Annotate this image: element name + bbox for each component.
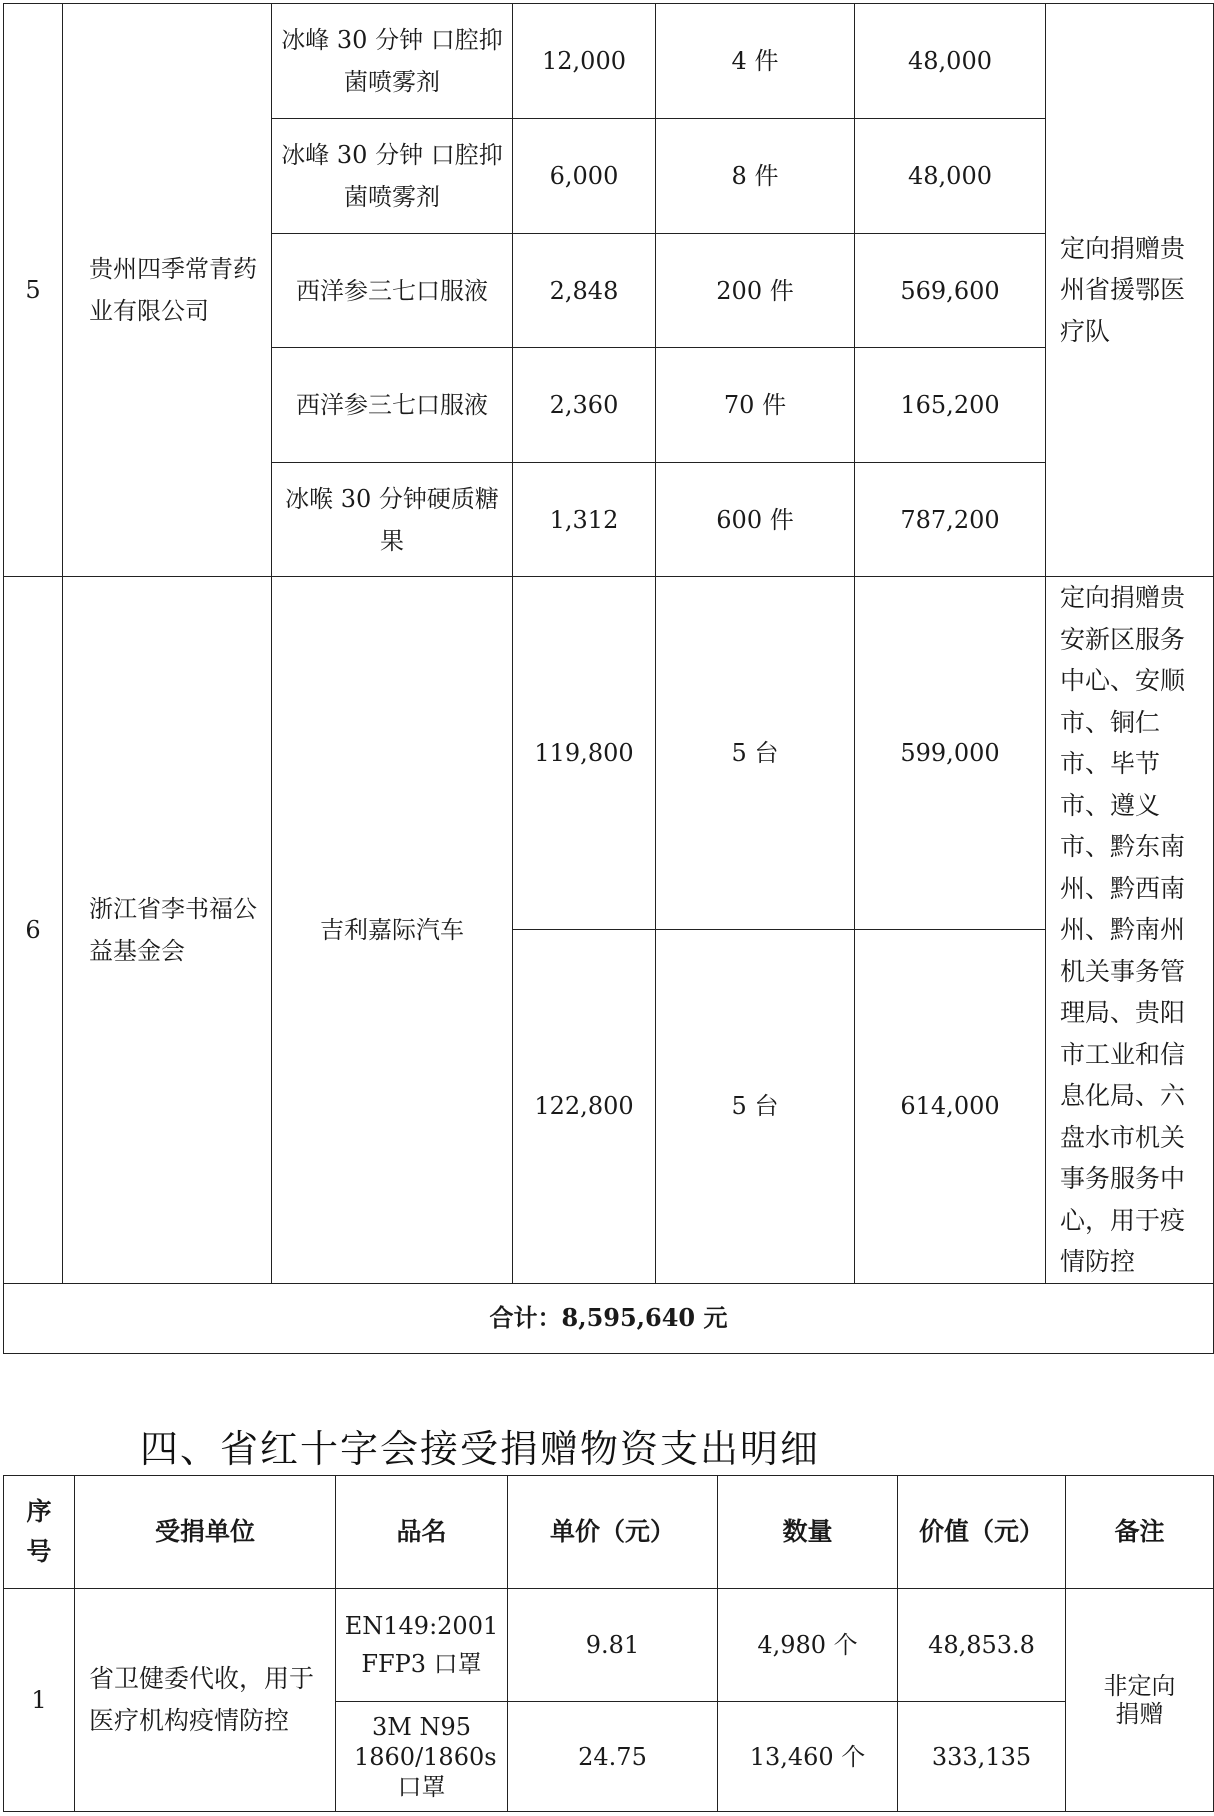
unit-price: 12,000 bbox=[513, 4, 656, 119]
item-name: 吉利嘉际汽车 bbox=[272, 577, 513, 1284]
quantity: 8 件 bbox=[656, 119, 855, 234]
quantity: 200 件 bbox=[656, 234, 855, 348]
remark: 非定向捐赠 bbox=[1066, 1589, 1214, 1812]
value: 165,200 bbox=[855, 348, 1046, 463]
unit-price: 1,312 bbox=[513, 463, 656, 577]
item-name: 冰喉 30 分钟硬质糖果 bbox=[272, 463, 513, 577]
table-header-row bbox=[4, 1476, 1214, 1589]
unit-price: 2,360 bbox=[513, 348, 656, 463]
value: 569,600 bbox=[855, 234, 1046, 348]
remark: 定向捐赠贵安新区服务中心、安顺市、铜仁市、毕节市、遵义市、黔东南州、黔西南州、黔南州机关事务管理局、贵阳市工业和信息化局、六盘水市机关事务服务中心，用于疫情防控 bbox=[1046, 577, 1214, 1284]
row-seq: 6 bbox=[4, 577, 63, 1284]
value: 48,000 bbox=[855, 119, 1046, 234]
donor-name: 浙江省李书福公益基金会 bbox=[63, 577, 272, 1284]
grand-total: 合计：8,595,640 元 bbox=[4, 1283, 1214, 1353]
quantity: 5 台 bbox=[656, 930, 855, 1283]
unit-price: 9.81 bbox=[508, 1589, 718, 1702]
header-recipient: 受捐单位 bbox=[75, 1476, 336, 1589]
unit-price: 119,800 bbox=[513, 577, 656, 930]
header-value: 价值（元） bbox=[898, 1476, 1066, 1589]
quantity: 13,460 个 bbox=[718, 1702, 898, 1812]
value: 599,000 bbox=[855, 577, 1046, 930]
quantity: 600 件 bbox=[656, 463, 855, 577]
header-price: 单价（元） bbox=[508, 1476, 718, 1589]
donation-table-continued bbox=[3, 3, 1214, 1354]
item-name: 西洋参三七口服液 bbox=[272, 348, 513, 463]
item-name: 西洋参三七口服液 bbox=[272, 234, 513, 348]
table-row bbox=[4, 4, 1214, 119]
row-seq: 1 bbox=[4, 1589, 75, 1812]
header-note: 备注 bbox=[1066, 1476, 1214, 1589]
section-title: 四、省红十字会接受捐赠物资支出明细 bbox=[140, 1427, 821, 1471]
unit-price: 2,848 bbox=[513, 234, 656, 348]
expenditure-table bbox=[3, 1475, 1214, 1812]
value: 333,135 bbox=[898, 1702, 1066, 1812]
unit-price: 122,800 bbox=[513, 930, 656, 1283]
value: 48,853.8 bbox=[898, 1589, 1066, 1702]
table-row bbox=[4, 1589, 1214, 1702]
quantity: 5 台 bbox=[656, 577, 855, 930]
quantity: 70 件 bbox=[656, 348, 855, 463]
donor-name: 贵州四季常青药业有限公司 bbox=[63, 4, 272, 577]
item-name: 3M N95 1860/1860s 口罩 bbox=[336, 1702, 508, 1812]
remark: 定向捐赠贵州省援鄂医疗队 bbox=[1046, 4, 1214, 577]
recipient-name: 省卫健委代收，用于医疗机构疫情防控 bbox=[75, 1589, 336, 1812]
item-name: 冰峰 30 分钟 口腔抑菌喷雾剂 bbox=[272, 119, 513, 234]
unit-price: 24.75 bbox=[508, 1702, 718, 1812]
unit-price: 6,000 bbox=[513, 119, 656, 234]
value: 614,000 bbox=[855, 930, 1046, 1283]
item-name: 冰峰 30 分钟 口腔抑菌喷雾剂 bbox=[272, 4, 513, 119]
value: 787,200 bbox=[855, 463, 1046, 577]
quantity: 4,980 个 bbox=[718, 1589, 898, 1702]
item-name: EN149:2001 FFP3 口罩 bbox=[336, 1589, 508, 1702]
header-qty: 数量 bbox=[718, 1476, 898, 1589]
table-row bbox=[4, 577, 1214, 930]
quantity: 4 件 bbox=[656, 4, 855, 119]
table-row bbox=[4, 1283, 1214, 1353]
header-item: 品名 bbox=[336, 1476, 508, 1589]
header-seq: 序号 bbox=[4, 1476, 75, 1589]
value: 48,000 bbox=[855, 4, 1046, 119]
row-seq: 5 bbox=[4, 4, 63, 577]
